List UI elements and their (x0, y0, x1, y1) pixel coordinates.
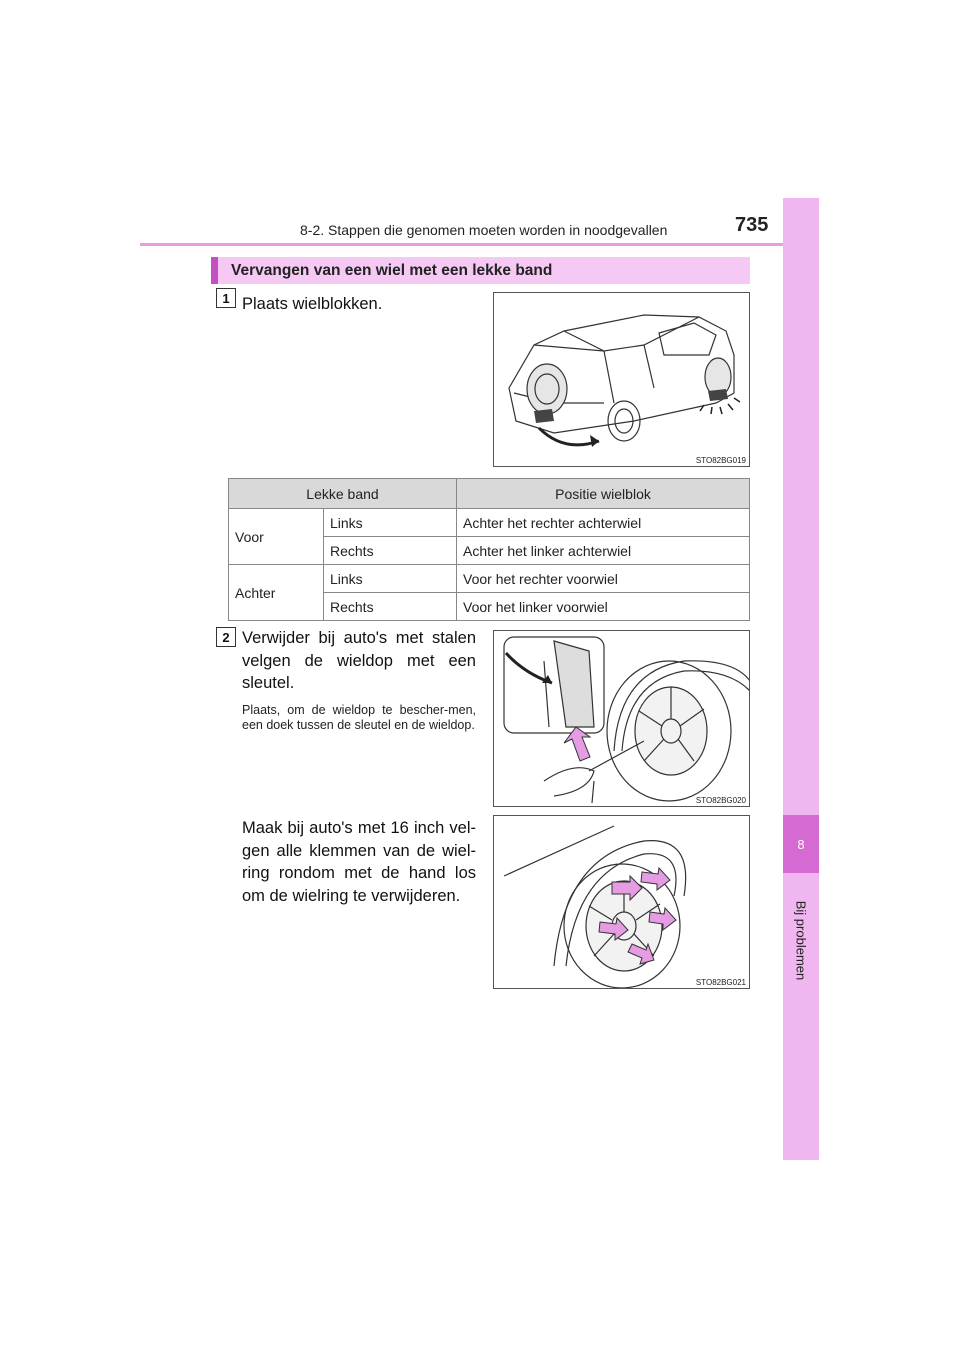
table-cell-group: Voor (229, 509, 324, 565)
illustration-wheel-chocks (493, 292, 750, 467)
step-1-text: Plaats wielblokken. (242, 295, 383, 313)
table-cell-side: Links (324, 509, 457, 537)
illustration-wheel-ring (493, 815, 750, 989)
side-tab-label-text: Bij problemen (793, 900, 809, 980)
side-tab-chapter[interactable]: 8 (783, 815, 819, 873)
step-1-number: 1 (216, 288, 236, 308)
table-header-flat-tire: Lekke band (229, 479, 457, 509)
wheel-ring-drawing (494, 816, 750, 989)
table-row (229, 509, 750, 537)
section-banner (211, 257, 750, 284)
wheel-chock-table (228, 478, 750, 621)
illustration-code: STO82BG019 (695, 456, 746, 465)
step-2-text: Verwijder bij auto's met stalen velgen de wieldop met een sleutel. (242, 629, 476, 692)
side-tab-label (783, 880, 819, 1000)
illustration-code: STO82BG021 (695, 978, 746, 987)
illustration-remove-hubcap (493, 630, 750, 807)
table-cell-side: Rechts (324, 537, 457, 565)
table-cell-position: Achter het linker achterwiel (457, 537, 750, 565)
table-cell-position: Achter het rechter achterwiel (457, 509, 750, 537)
table-header-chock-position: Positie wielblok (457, 479, 750, 509)
table-header-row (229, 479, 750, 509)
table-cell-side: Rechts (324, 593, 457, 621)
step-2-note: Plaats, om de wieldop te bescher-men, een doek tussen de sleutel en de wieldop. (242, 703, 476, 732)
side-tab-strip (783, 198, 819, 1160)
page-header-title: 8-2. Stappen die genomen moeten worden in noodgevallen (300, 222, 668, 238)
table-cell-side: Links (324, 565, 457, 593)
page-number: 735 (735, 214, 769, 236)
table-cell-group: Achter (229, 565, 324, 621)
car-wheel-chock-drawing (494, 293, 750, 467)
header-divider (140, 243, 819, 246)
section-title: Vervangen van een wiel met een lekke band (231, 261, 553, 279)
hubcap-removal-drawing (494, 631, 750, 807)
step-2-number: 2 (216, 627, 236, 647)
table-cell-position: Voor het rechter voorwiel (457, 565, 750, 593)
table-cell-position: Voor het linker voorwiel (457, 593, 750, 621)
table-row (229, 565, 750, 593)
step-2-extra-text: Maak bij auto's met 16 inch vel-gen alle klemmen van de wiel-ring rondom met de hand los om de wielring te verwijderen. (242, 819, 476, 905)
illustration-code: STO82BG020 (695, 796, 746, 805)
